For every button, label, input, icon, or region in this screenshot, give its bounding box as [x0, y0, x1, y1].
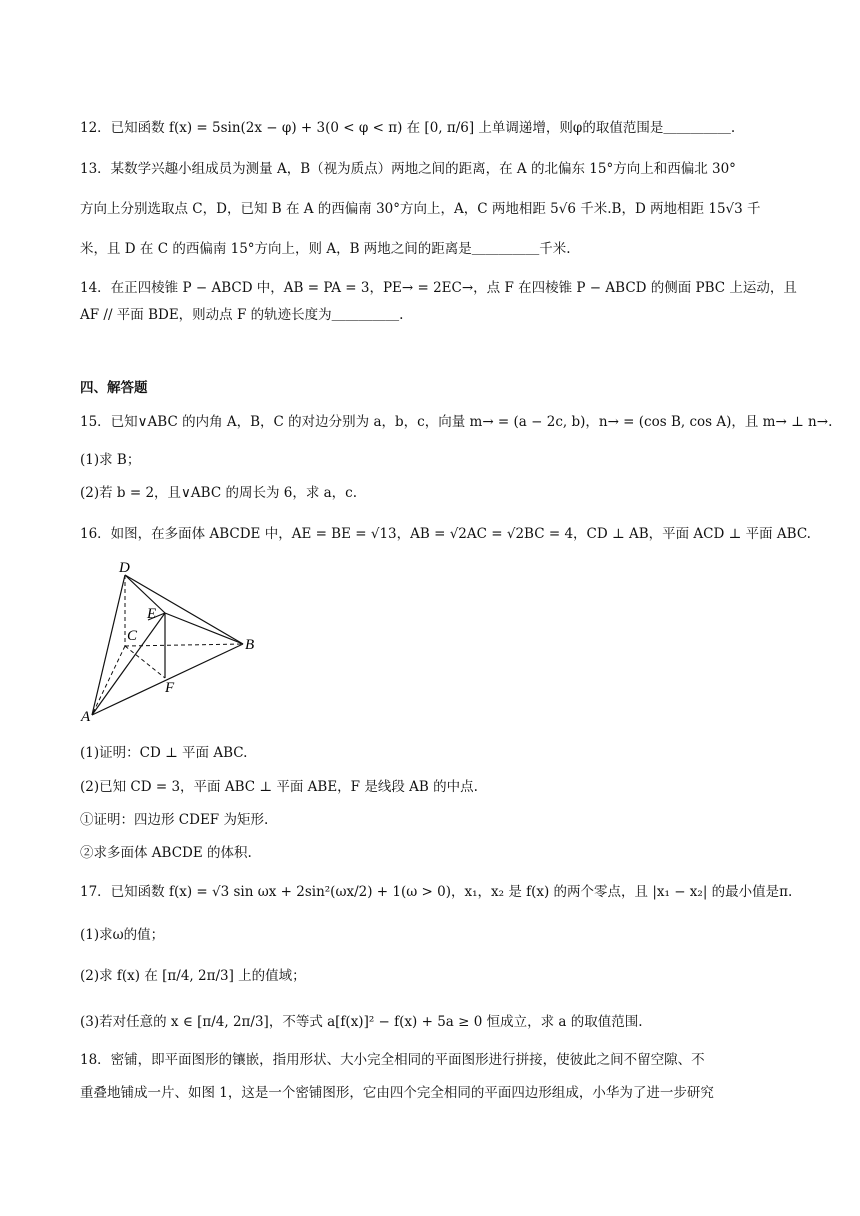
text-line-q17-3: (3)若对任意的 x ∈ [π/4, 2π/3]，不等式 a[f(x)]² − f(x) + 5a ≥ 0 恒成立，求 a 的取值范围. [80, 1014, 643, 1030]
text-line-q15: 15．已知∨ABC 的内角 A，B，C 的对边分别为 a，b，c，向量 m→ = (a − 2c, b)，n→ = (cos B, cos A)，且 m→ ⊥ n→. [80, 414, 833, 430]
text-line-q14a: 14．在正四棱锥 P − ABCD 中，AB = PA = 3，PE→ = 2EC→，点 F 在四棱锥 P − ABCD 的侧面 PBC 上运动，且 [80, 280, 797, 296]
text-line-q15-2: (2)若 b = 2，且∨ABC 的周长为 6，求 a，c. [80, 485, 358, 501]
text-line-q16-1: (1)证明：CD ⊥ 平面 ABC. [80, 745, 248, 761]
text-line-q17-1: (1)求ω的值； [80, 927, 165, 943]
text-line-q13b: 方向上分别选取点 C，D，已知 B 在 A 的西偏南 30°方向上，A，C 两地相距 5√6 千米.B，D 两地相距 15√3 千 [80, 201, 761, 217]
label-F: F [165, 680, 175, 696]
label-D: D [119, 560, 130, 576]
text-line-q16-2b: ②求多面体 ABCDE 的体积. [80, 845, 252, 861]
text-line-q18b: 重叠地铺成一片、如图 1，这是一个密铺图形，它由四个完全相同的平面四边形组成，小华为了进一步研究 [80, 1085, 714, 1101]
text-line-q12: 12．已知函数 f(x) = 5sin(2x − φ) + 3(0 < φ < π) 在 [0, π/6] 上单调递增，则φ的取值范围是＿＿＿＿＿. [80, 120, 736, 136]
label-B: B [245, 637, 255, 653]
text-line-q16: 16．如图，在多面体 ABCDE 中，AE = BE = √13，AB = √2AC = √2BC = 4，CD ⊥ AB，平面 ACD ⊥ 平面 ABC. [80, 526, 811, 542]
text-line-q13c: 米，且 D 在 C 的西偏南 15°方向上，则 A，B 两地之间的距离是＿＿＿＿＿千米. [80, 241, 571, 257]
text-line-q15-1: (1)求 B； [80, 452, 141, 468]
label-C: C [127, 628, 138, 644]
text-line-q16-2a: ①证明：四边形 CDEF 为矩形. [80, 812, 269, 828]
text-line-q14b: AF // 平面 BDE，则动点 F 的轨迹长度为＿＿＿＿＿. [80, 307, 404, 323]
label-A: A [81, 709, 91, 725]
text-line-q16-2: (2)已知 CD = 3，平面 ABC ⊥ 平面 ABE，F 是线段 AB 的中点. [80, 779, 478, 795]
polyhedron-figure [75, 558, 275, 728]
label-E: E [147, 606, 157, 622]
text-line-q17-2: (2)求 f(x) 在 [π/4, 2π/3] 上的值域； [80, 968, 306, 984]
text-line-q13a: 13．某数学兴趣小组成员为测量 A，B（视为质点）两地之间的距离，在 A 的北偏东 15°方向上和西偏北 30° [80, 161, 736, 177]
text-line-q17: 17．已知函数 f(x) = √3 sin ωx + 2sin²(ωx/2) + 1(ω > 0)，x₁，x₂ 是 f(x) 的两个零点，且 |x₁ − x₂| 的最小值是π. [80, 884, 793, 900]
text-line-q18a: 18．密铺，即平面图形的镶嵌，指用形状、大小完全相同的平面图形进行拼接，使彼此之间不留空隙、不 [80, 1052, 705, 1068]
text-line-sec4: 四、解答题 [80, 380, 148, 396]
